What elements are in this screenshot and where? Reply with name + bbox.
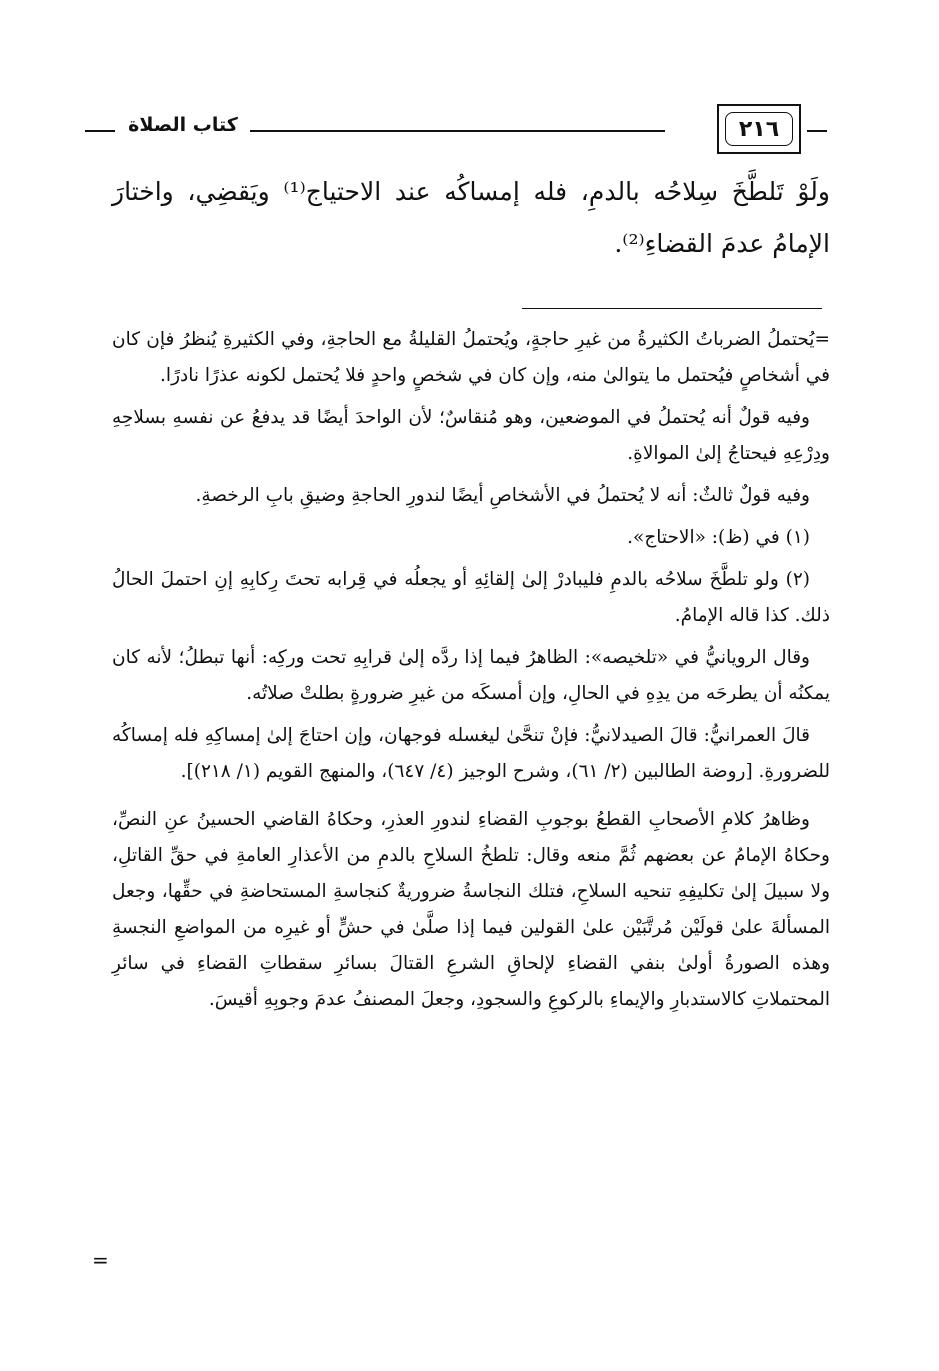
main-text [112, 166, 830, 270]
footnotes-section [112, 322, 830, 1024]
header-rule-left-long [250, 130, 665, 132]
footnote-1: (١) في (ظ): «الاحتاج». [627, 527, 810, 548]
header-rule-right-short [807, 130, 827, 132]
footnote-paragraph: وفيه قولٌ ثالثٌ: أنه لا يُحتملُ في الأشخاصِ أيضًا لندورِ الحاجةِ وضيقِ بابِ الرخصةِ. [195, 485, 810, 506]
continuation-mark: = [92, 1248, 109, 1272]
header-rule-left-short [85, 130, 115, 132]
footnote-2-paragraph: وقال الرويانيُّ في «تلخيصه»: الظاهرُ فيما إذا ردَّه إلىٰ قرابِهِ تحت وركِه: أنها تبطلُ؛ لأنه كان يمكنُه أن يطرحَه من يدِهِ في الحالِ، وإن أمسكَه من غيرِ ضرورةٍ بطلتْ صلاتُه. [112, 647, 830, 704]
page-header [85, 104, 827, 160]
footnote-2-paragraph: قالَ العمرانيُّ: قالَ الصيدلانيُّ: فإنْ تنحَّىٰ ليغسله فوجهان، وإن احتاجَ إلىٰ إمساكِهِ فله إمساكُه للضرورةِ. [روضة الطالبين (٢/ ٦١)، وشرح الوجيز (٤/ ٦٤٧)، والمنهج القويم (١/ ٢١٨)]. [112, 725, 830, 782]
footnote-2-paragraph: وظاهرُ كلامِ الأصحابِ القطعُ بوجوبِ القضاءِ لندورِ العذرِ، وحكاهُ القاضي الحسينُ عنِ النصِّ، وحكاهُ الإمامُ عن بعضهم ثُمَّ منعه وقال: تلطخُ السلاحِ بالدمِ من الأعذارِ العامةِ في حقِّ القاتلِ، ولا سبيلَ إلىٰ تكليفِهِ تنحيه السلاحِ، فتلك النجاسةُ ضروريةٌ كنجاسةِ المستحاضةِ في حقِّها، وجعل المسألةَ علىٰ قولَيْن مُرتَّبَيْن علىٰ القولين فيما إذا صلَّىٰ في حشٍّ أو غيرِه من المواضعِ النجسةِ وهذه الصورةُ أولىٰ بنفي القضاءِ لإلحاقِ الشرعِ القتالَ بسائرِ سقطاتِ القضاءِ في سائرِ المحتملاتِ كالاستدبارِ والإيماءِ بالركوعِ والسجودِ، وجعلَ المصنفُ عدمَ وجوبِهِ أقيسَ. [112, 809, 830, 1010]
page-number-frame [717, 104, 801, 154]
book-title: كتاب الصلاة [128, 114, 238, 136]
footnote-paragraph: وفيه قولٌ أنه يُحتملُ في الموضعين، وهو مُنقاسٌ؛ لأن الواحدَ أيضًا قد يدفعُ عن نفسهِ بسلاحِهِ ودِرْعِهِ فيحتاجُ إلىٰ الموالاةِ. [112, 407, 830, 464]
page-number: ٢١٦ [725, 112, 793, 146]
footnote-2: (٢) ولو تلطَّخَ سلاحُه بالدمِ فليبادرْ إلىٰ إلقائِهِ أو يجعلُه في قِرابه تحتَ رِكابِهِ إنِ احتملَ الحالُ ذلك. كذا قاله الإمامُ. [112, 569, 830, 626]
footnote-continued: =يُحتملُ الضرباتُ الكثيرةُ من غيرِ حاجةٍ، ويُحتملُ القليلةُ مع الحاجةِ، وفي الكثيرةِ يُنظرُ فإن كان في أشخاصٍ فيُحتمل ما يتوالىٰ منه، وإن كان في شخصٍ واحدٍ فلا يُحتمل لكونه عذرًا نادرًا. [112, 329, 830, 386]
main-paragraph: ولَوْ تَلطَّخَ سِلاحُه بالدمِ، فله إمساكُه عند الاحتياج⁽¹⁾ ويَقضِي، واختارَ الإمامُ عدمَ القضاءِ⁽²⁾. [112, 177, 830, 258]
footnote-separator [522, 308, 822, 309]
